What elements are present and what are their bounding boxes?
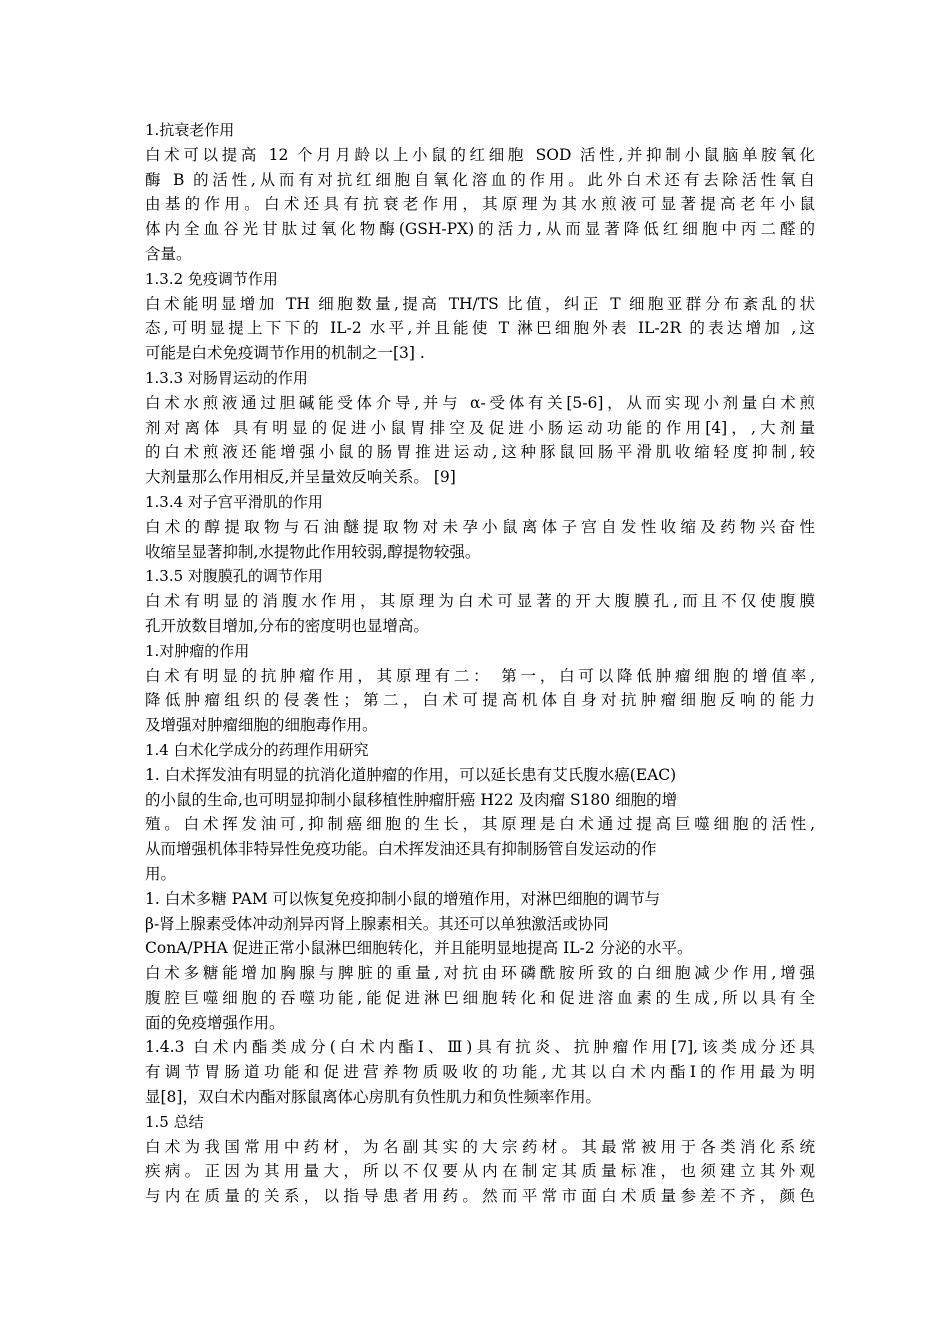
text-line: 疾病。正因为其用量大，所以不仅要从内在制定其质量标准，也须建立其外观 (145, 1162, 815, 1181)
text-line: 与内在质量的关系，以指导患者用药。然而平常市面白术质量参差不齐，颜色 (145, 1187, 815, 1206)
section-heading: 1.5 总结 (145, 1112, 204, 1131)
text-line: 降低肿瘤组织的侵袭性；第二，白术可提高机体自身对抗肿瘤细胞反响的能力 (145, 691, 815, 710)
text-line: 酶 B 的活性,从而有对抗红细胞自氧化溶血的作用。此外白术还有去除活性氧自 (145, 170, 815, 189)
text-line: 收缩呈显著抑制,水提物此作用较弱,醇提物较强。 (145, 542, 481, 561)
section-heading: 1.3.2 免疫调节作用 (145, 269, 278, 288)
section-heading: 1.对肿瘤的作用 (145, 641, 250, 660)
text-line: 含量。 (145, 244, 192, 263)
text-line: 殖。白术挥发油可,抑制癌细胞的生长，其原理是白术通过提高巨噬细胞的活性, (145, 815, 815, 834)
text-line: 用。 (145, 864, 177, 883)
text-line: 1.4.3 白术内酯类成分(白术内酯Ⅰ、Ⅲ)具有抗炎、抗肿瘤作用[7],该类成分还具 (145, 1038, 815, 1057)
text-line: 白术为我国常用中药材，为名副其实的大宗药材。其最常被用于各类消化系统 (145, 1137, 815, 1156)
text-line: 白术有明显的抗肿瘤作用，其原理有二： 第一，白可以降低肿瘤细胞的增值率, (145, 666, 815, 685)
text-line: 孔开放数目增加,分布的密度明也显增高。 (145, 616, 429, 635)
text-line: 白术多糖能增加胸腺与脾脏的重量,对抗由环磷酰胺所致的白细胞减少作用,增强 (145, 964, 815, 983)
section-heading: 1.3.3 对肠胃运动的作用 (145, 368, 308, 387)
text-line: 白术有明显的消腹水作用，其原理为白术可显著的开大腹膜孔,而且不仅使腹膜 (145, 592, 815, 611)
text-line: 1. 白术挥发油有明显的抗消化道肿瘤的作用，可以延长患有艾氏腹水癌(EAC) (145, 765, 677, 784)
section-heading: 1.4 白术化学成分的药理作用研究 (145, 740, 369, 759)
text-line: 大剂量那么作用相反,并呈量效反响关系。 [9] (145, 468, 456, 487)
text-line: 腹腔巨噬细胞的吞噬功能,能促进淋巴细胞转化和促进溶血素的生成,所以具有全 (145, 988, 815, 1007)
section-heading: 1.3.5 对腹膜孔的调节作用 (145, 567, 323, 586)
section-heading: 1.抗衰老作用 (145, 121, 235, 139)
document-page (145, 118, 815, 1209)
text-line: 及增强对肿瘤细胞的细胞毒作用。 (145, 716, 378, 735)
text-line: 白术的醇提取物与石油醚提取物对未孕小鼠离体子宫自发性收缩及药物兴奋性 (145, 517, 815, 536)
section-heading: 1.3.4 对子宫平滑肌的作用 (145, 492, 323, 511)
text-line: 态,可明显提上下下的 IL-2 水平,并且能使 T 淋巴细胞外表 IL-2R 的表达增加 ,这 (145, 319, 815, 338)
text-line: 由基的作用。白术还具有抗衰老作用，其原理为其水煎液可显著提高老年小鼠 (145, 195, 815, 214)
text-line: 从而增强机体非特异性免疫功能。白术挥发油还具有抑制肠管自发运动的作 (145, 840, 657, 859)
text-line: 可能是白术免疫调节作用的机制之一[3] . (145, 344, 425, 363)
text-line: 的白术煎液还能增强小鼠的肠胃推进运动,这种豚鼠回肠平滑肌收缩轻度抑制,较 (145, 443, 815, 462)
text-line: 白术可以提高 12 个月月龄以上小鼠的红细胞 SOD 活性,并抑制小鼠脑单胺氧化 (145, 145, 815, 164)
text-line: 体内全血谷光甘肽过氧化物酶(GSH-PX)的活力,从而显著降低红细胞中丙二醛的 (145, 220, 815, 239)
text-line: ConA/PHA 促进正常小鼠淋巴细胞转化，并且能明显地提高 IL-2 分泌的水平。 (145, 939, 693, 958)
text-line: 剂对离体 具有明显的促进小鼠胃排空及促进小肠运动功能的作用[4]，,大剂量 (145, 418, 815, 437)
text-line: 显[8]，双白术内酯对豚鼠离体心房肌有负性肌力和负性频率作用。 (145, 1088, 601, 1107)
text-line: 白术水煎液通过胆碱能受体介导,并与 α-受体有关[5-6]，从而实现小剂量白术煎 (145, 393, 815, 412)
text-line: 白术能明显增加 TH 细胞数量,提高 TH/TS 比值，纠正 T 细胞亚群分布紊乱的状 (145, 294, 815, 313)
text-line: β-肾上腺素受体冲动剂异丙肾上腺素相关。其还可以单独激活或协同 (145, 914, 609, 933)
text-line: 的小鼠的生命,也可明显抑制小鼠移植性肿瘤肝癌 H22 及肉瘤 S180 细胞的增 (145, 790, 678, 809)
text-line: 面的免疫增强作用。 (145, 1013, 285, 1032)
text-line: 1. 白术多糖 PAM 可以恢复免疫抑制小鼠的增殖作用，对淋巴细胞的调节与 (145, 889, 661, 908)
text-line: 有调节胃肠道功能和促进营养物质吸收的功能,尤其以白术内酯Ⅰ的作用最为明 (145, 1063, 815, 1082)
